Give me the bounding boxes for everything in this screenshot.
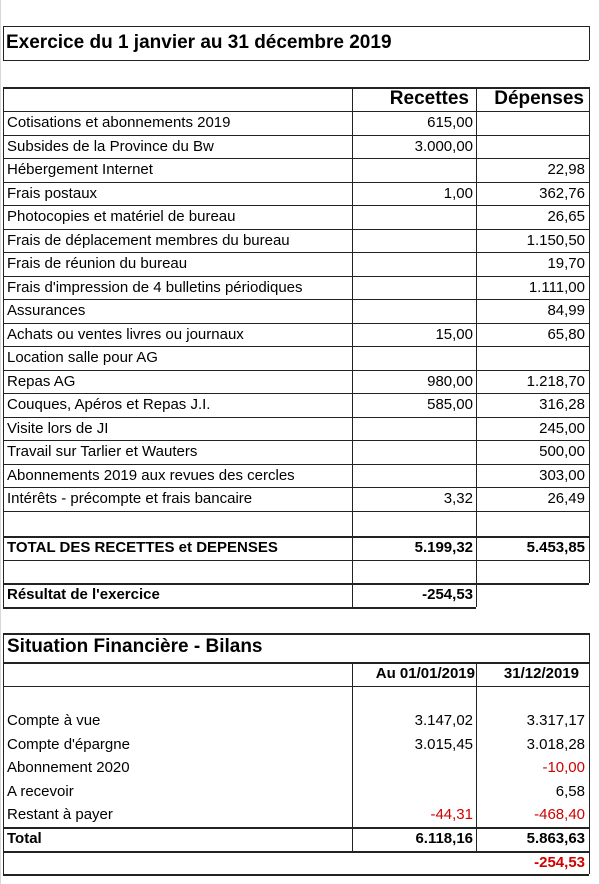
row-depenses: 1.111,00 bbox=[528, 278, 585, 296]
row-end: 3.317,17 bbox=[526, 712, 585, 729]
section1-header-row bbox=[0, 87, 600, 111]
section1-title-row bbox=[0, 26, 600, 60]
section2-difference: -254,53 bbox=[534, 854, 585, 871]
section2-total-label: Total bbox=[7, 830, 42, 847]
row-recettes bbox=[353, 158, 477, 182]
row-recettes: 3,32 bbox=[443, 490, 473, 507]
section2-difference-row bbox=[0, 851, 600, 875]
table-border bbox=[3, 536, 589, 538]
table-border bbox=[3, 205, 589, 206]
row-start: 3.147,02 bbox=[414, 712, 473, 729]
table-border bbox=[3, 252, 589, 253]
row-depenses: 500,00 bbox=[539, 443, 585, 460]
row-label: Location salle pour AG bbox=[7, 349, 158, 366]
row-depenses: 26,65 bbox=[547, 208, 585, 225]
table-row bbox=[0, 158, 600, 182]
row-recettes bbox=[353, 299, 477, 323]
table-border bbox=[3, 393, 589, 394]
table-border bbox=[3, 346, 589, 347]
total-depenses: 5.453,85 bbox=[526, 539, 585, 556]
table-border bbox=[3, 135, 589, 136]
row-label: Travail sur Tarlier et Wauters bbox=[7, 443, 198, 460]
row-label: Compte à vue bbox=[7, 712, 101, 729]
row-label: Repas AG bbox=[7, 372, 76, 390]
table-border bbox=[589, 633, 590, 874]
row-end: -468,40 bbox=[534, 806, 585, 823]
section2-total-start: 6.118,16 bbox=[415, 830, 473, 847]
row-depenses bbox=[477, 346, 589, 370]
row-recettes: 1,00 bbox=[443, 184, 473, 202]
row-label: Restant à payer bbox=[7, 806, 113, 823]
table-border bbox=[3, 633, 4, 874]
table-row bbox=[0, 346, 600, 370]
table-row bbox=[0, 370, 600, 394]
total-row bbox=[0, 536, 600, 560]
row-label: Abonnement 2020 bbox=[7, 759, 130, 776]
row-recettes bbox=[353, 346, 477, 370]
row-depenses: 1.150,50 bbox=[526, 231, 585, 249]
table-border bbox=[3, 87, 589, 89]
row-depenses: 22,98 bbox=[547, 161, 585, 178]
row-recettes: 585,00 bbox=[427, 396, 473, 413]
col-recettes-header: Recettes bbox=[389, 88, 469, 109]
row-label: Cotisations et abonnements 2019 bbox=[7, 114, 231, 131]
row-label: A recevoir bbox=[7, 782, 74, 800]
row-recettes bbox=[353, 464, 477, 488]
row-label: Frais de déplacement membres du bureau bbox=[7, 231, 290, 249]
row-recettes: 15,00 bbox=[435, 325, 473, 343]
row-depenses: 245,00 bbox=[539, 419, 585, 437]
row-label: Assurances bbox=[7, 302, 86, 319]
table-border bbox=[3, 158, 589, 159]
table-border bbox=[476, 662, 477, 851]
table-row bbox=[0, 323, 600, 347]
row-recettes bbox=[353, 205, 477, 229]
table-row bbox=[0, 780, 600, 804]
section2-header-row bbox=[0, 662, 600, 686]
table-border bbox=[3, 874, 589, 876]
col-start-header: Au 01/01/2019 bbox=[375, 665, 475, 682]
table-border bbox=[352, 662, 353, 851]
table-border bbox=[3, 182, 589, 183]
row-label: Frais de réunion du bureau bbox=[7, 255, 188, 272]
table-border bbox=[3, 487, 589, 488]
table-border bbox=[3, 417, 589, 418]
table-border bbox=[3, 87, 4, 607]
row-depenses: 84,99 bbox=[547, 302, 585, 319]
row-label: Photocopies et matériel de bureau bbox=[7, 208, 236, 225]
table-row bbox=[0, 229, 600, 253]
table-border bbox=[3, 560, 589, 562]
row-label: Abonnements 2019 aux revues des cercles bbox=[7, 466, 295, 484]
row-recettes bbox=[353, 252, 477, 276]
table-row bbox=[0, 135, 600, 159]
col-end-header: 31/12/2019 bbox=[503, 665, 579, 682]
table-border bbox=[3, 26, 4, 60]
table-row bbox=[0, 803, 600, 827]
row-label: Hébergement Internet bbox=[7, 161, 153, 178]
table-border bbox=[3, 464, 589, 465]
table-border bbox=[3, 370, 589, 371]
row-label: Visite lors de JI bbox=[7, 419, 109, 437]
table-row bbox=[0, 756, 600, 780]
table-row bbox=[0, 440, 600, 464]
row-end: -10,00 bbox=[542, 759, 585, 776]
row-start bbox=[353, 780, 477, 804]
table-border bbox=[3, 276, 589, 277]
table-border bbox=[3, 299, 589, 300]
row-start bbox=[353, 756, 477, 780]
row-recettes bbox=[353, 440, 477, 464]
table-border bbox=[3, 662, 589, 664]
table-border bbox=[3, 26, 589, 27]
table-border bbox=[3, 633, 589, 635]
row-end: 6,58 bbox=[555, 782, 585, 800]
table-border bbox=[3, 607, 476, 609]
table-border bbox=[3, 686, 589, 687]
table-row bbox=[0, 111, 600, 135]
row-recettes bbox=[353, 276, 477, 300]
table-border bbox=[476, 87, 477, 607]
row-depenses bbox=[477, 135, 589, 159]
row-recettes bbox=[353, 229, 477, 253]
row-label: Achats ou ventes livres ou journaux bbox=[7, 325, 244, 343]
table-row bbox=[0, 487, 600, 511]
table-border bbox=[3, 511, 589, 512]
row-start: -44,31 bbox=[430, 806, 473, 823]
row-label: Subsides de la Province du Bw bbox=[7, 137, 214, 155]
row-depenses: 362,76 bbox=[539, 184, 585, 202]
table-row bbox=[0, 182, 600, 206]
total-recettes: 5.199,32 bbox=[414, 539, 473, 556]
table-row bbox=[0, 252, 600, 276]
result-row bbox=[0, 583, 600, 607]
total-label: TOTAL DES RECETTES et DEPENSES bbox=[7, 539, 278, 556]
table-border bbox=[3, 323, 589, 324]
table-row bbox=[0, 417, 600, 441]
row-depenses: 65,80 bbox=[547, 325, 585, 343]
table-border bbox=[3, 851, 589, 853]
row-start: 3.015,45 bbox=[414, 735, 473, 753]
table-border bbox=[589, 87, 590, 583]
table-row bbox=[0, 733, 600, 757]
row-depenses: 303,00 bbox=[539, 466, 585, 484]
table-border bbox=[3, 583, 589, 585]
row-depenses bbox=[477, 111, 589, 135]
row-label: Frais d'impression de 4 bulletins périodiques bbox=[7, 278, 303, 296]
row-depenses: 19,70 bbox=[547, 255, 585, 272]
row-label: Compte d'épargne bbox=[7, 735, 130, 753]
col-depenses-header: Dépenses bbox=[494, 88, 584, 109]
result-value: -254,53 bbox=[422, 586, 473, 603]
row-recettes: 3.000,00 bbox=[414, 137, 473, 155]
section2-total-row bbox=[0, 827, 600, 851]
table-row bbox=[0, 276, 600, 300]
section1-title: Exercice du 1 janvier au 31 décembre 2019 bbox=[6, 32, 392, 53]
result-label: Résultat de l'exercice bbox=[7, 586, 160, 603]
row-end: 3.018,28 bbox=[526, 735, 585, 753]
table-border bbox=[3, 60, 589, 61]
row-depenses: 316,28 bbox=[539, 396, 585, 413]
table-border bbox=[589, 26, 590, 60]
section2-total-end: 5.863,63 bbox=[526, 830, 585, 847]
table-border bbox=[3, 440, 589, 441]
table-row bbox=[0, 299, 600, 323]
table-border bbox=[352, 87, 353, 607]
row-recettes: 615,00 bbox=[427, 114, 473, 131]
table-border bbox=[3, 111, 589, 112]
table-row bbox=[0, 709, 600, 733]
table-row bbox=[0, 393, 600, 417]
table-border bbox=[3, 229, 589, 230]
table-row bbox=[0, 464, 600, 488]
row-label: Couques, Apéros et Repas J.I. bbox=[7, 396, 211, 413]
row-depenses: 26,49 bbox=[547, 490, 585, 507]
row-label: Frais postaux bbox=[7, 184, 98, 202]
table-border bbox=[3, 827, 589, 829]
section2-title: Situation Financière - Bilans bbox=[7, 636, 263, 657]
table-row bbox=[0, 205, 600, 229]
row-label: Intérêts - précompte et frais bancaire bbox=[7, 490, 253, 507]
row-recettes bbox=[353, 417, 477, 441]
row-depenses: 1.218,70 bbox=[526, 372, 585, 390]
section2-title-row bbox=[0, 633, 600, 661]
row-recettes: 980,00 bbox=[427, 372, 473, 390]
